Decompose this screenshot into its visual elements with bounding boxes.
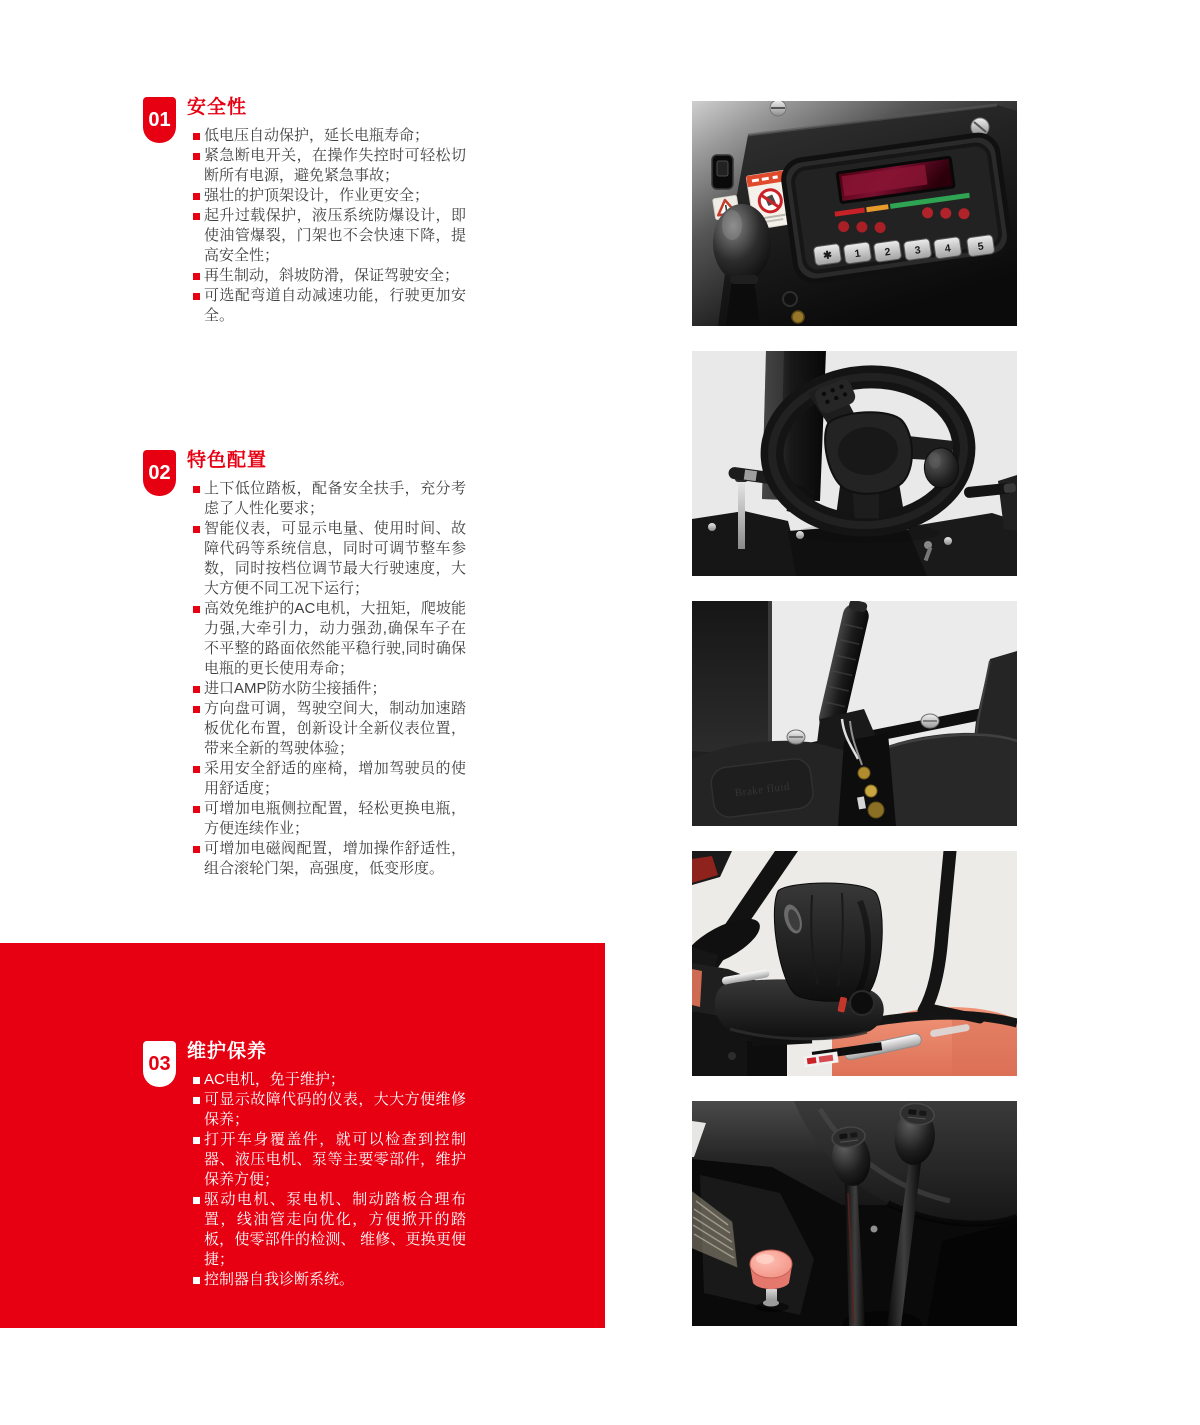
bullet-item: 上下低位踏板，配备安全扶手，充分考虑了人性化要求； [193,479,466,519]
photo-operator-seat [692,851,1017,1076]
bullet-item: 进口AMP防水防尘接插件； [193,679,466,699]
section-number: 03 [148,1052,171,1075]
bullet-item: 可增加电瓶侧拉配置，轻松更换电瓶，方便连续作业； [193,799,466,839]
rocker-switch [712,155,733,189]
bullet-item: 可选配弯道自动减速功能，行驶更加安全。 [193,286,466,326]
bullet-item: 高效免维护的AC电机，大扭矩，爬坡能力强,大牵引力，动力强劲,确保车子在不平整的路面依然能平稳行驶,同时确保电瓶的更长使用寿命； [193,599,466,679]
section-number-badge [143,1041,176,1087]
keypad-button-label: 5 [977,240,985,254]
section-title: 维护保养 [187,1041,268,1062]
seat-hinge-knob [850,991,874,1015]
section-number-badge [143,97,176,143]
bullet-item: AC电机，免于维护； [193,1070,466,1090]
bullet-item: 强壮的护顶架设计，作业更安全； [193,186,466,206]
section-maintenance [143,1041,473,1290]
hydraulic-levers-photo [692,1101,1017,1326]
keypad-button-label: 1 [853,247,862,261]
section-title: 安全性 [187,97,248,118]
section-safety [143,97,473,326]
maintenance-red-panel [0,943,605,1328]
section-number-badge [143,450,176,496]
photo-hydraulic-levers [692,1101,1017,1326]
bullet-item: 再生制动，斜坡防滑，保证驾驶安全； [193,266,466,286]
keypad-button-label: ✱ [822,249,833,263]
section-number: 02 [148,461,171,484]
section-number: 01 [148,108,171,131]
keypad-button-label: 3 [913,244,922,257]
instrument-panel-photo [692,101,1017,326]
parking-brake-photo [692,601,1017,826]
keypad-button-label: 2 [883,245,892,259]
bullet-item: 可显示故障代码的仪表，大大方便维修保养； [193,1090,466,1130]
bullet-item: 方向盘可调，驾驶空间大，制动加速踏板优化布置，创新设计全新仪表位置，带来全新的驾驶体验； [193,699,466,759]
bullet-item: 采用安全舒适的座椅，增加驾驶员的使用舒适度； [193,759,466,799]
bullet-item: 智能仪表，可显示电量、使用时间、故障代码等系统信息，同时可调节整车参数，同时按档位调节最大行驶速度，大大方便不同工况下运行； [193,519,466,599]
bullet-list [193,479,466,879]
section-featured-configuration [143,450,473,879]
bullet-item: 低电压自动保护，延长电瓶寿命； [193,126,466,146]
bullet-item: 起升过载保护，液压系统防爆设计，即使油管爆裂，门架也不会快速下降，提高安全性； [193,206,466,266]
bullet-item: 紧急断电开关，在操作失控时可轻松切断所有电源，避免紧急事故； [193,146,466,186]
photo-instrument-panel [692,101,1017,326]
bullet-item: 打开车身覆盖件，就可以检查到控制器、液压电机、泵等主要零部件，维护保养方便； [193,1130,466,1190]
brake-fluid-embossed-text: Brake fluid [734,780,791,800]
operator-seat-photo [692,851,1017,1076]
photo-steering-wheel [692,351,1017,576]
steering-wheel-photo [692,351,1017,576]
bullet-item: 控制器自我诊断系统。 [193,1270,466,1290]
keypad-button-label: 4 [944,242,952,256]
section-title: 特色配置 [187,450,268,471]
mast-post [692,601,772,761]
photo-parking-brake [692,601,1017,826]
bullet-list [193,126,466,326]
bullet-item: 可增加电磁阀配置，增加操作舒适性，组合滚轮门架，高强度，低变形度。 [193,839,466,879]
bullet-list [193,1070,466,1290]
bullet-item: 驱动电机、泵电机、制动踏板合理布置，线油管走向优化，方便掀开的踏板，使零部件的检测、 维修、更换更便捷； [193,1190,466,1270]
